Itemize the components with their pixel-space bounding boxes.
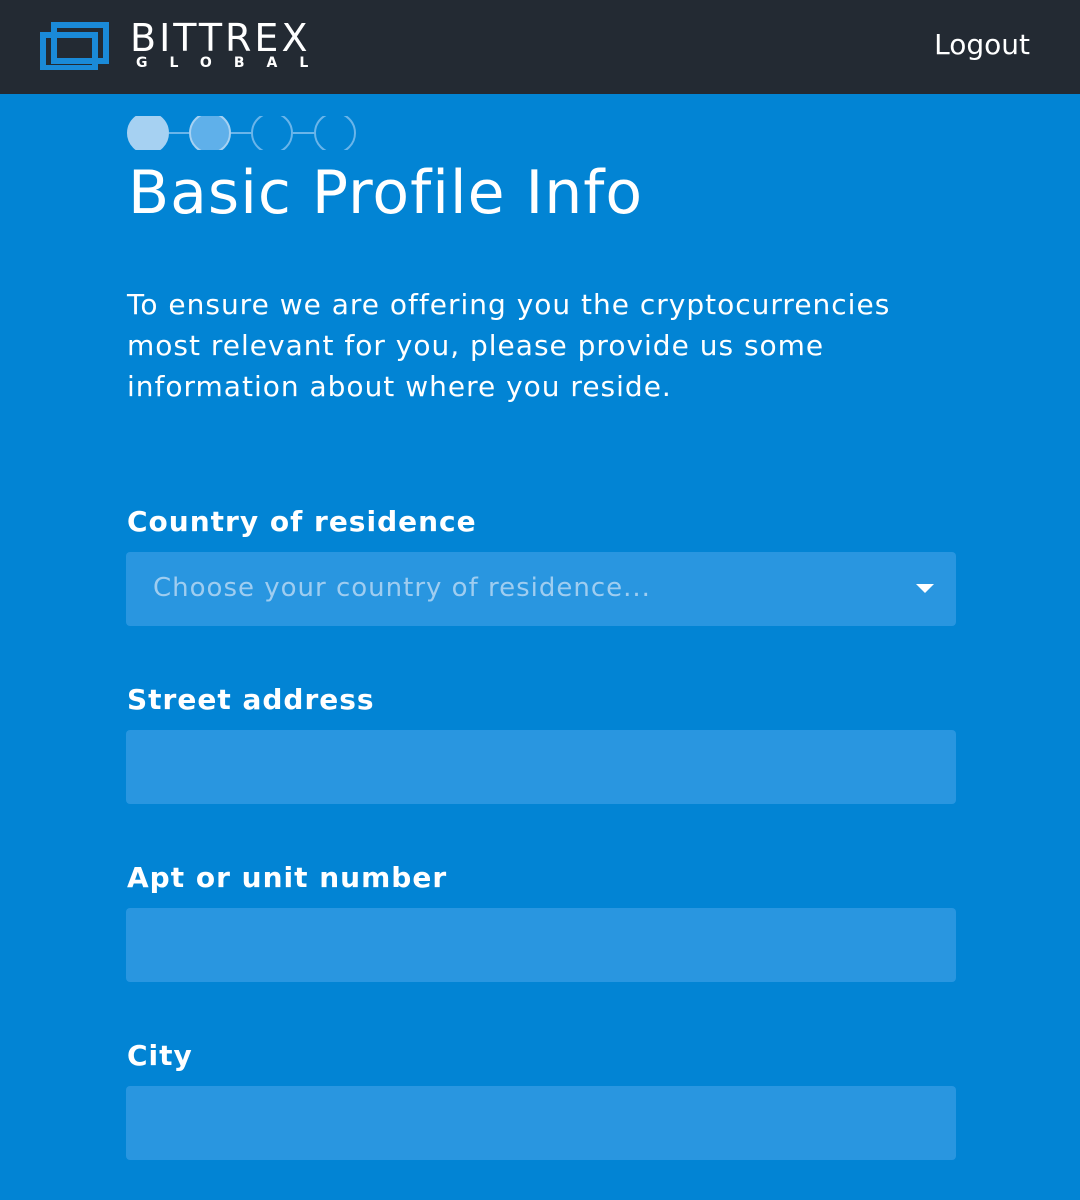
page-title: Basic Profile Info	[128, 158, 644, 228]
city-field-box	[126, 1086, 956, 1160]
country-select-placeholder: Choose your country of residence...	[153, 573, 651, 603]
bittrex-logo-icon	[40, 22, 110, 70]
step-1-dot	[128, 116, 168, 150]
brand-name: BITTREX	[130, 16, 311, 60]
app-header	[0, 0, 1080, 94]
apt-unit-label: Apt or unit number	[127, 861, 448, 894]
country-select[interactable]	[126, 552, 956, 626]
country-label: Country of residence	[127, 505, 477, 538]
step-2-dot	[190, 116, 230, 150]
apt-unit-input[interactable]	[126, 908, 956, 982]
city-input[interactable]	[126, 1086, 956, 1160]
bittrex-global-logo[interactable]	[40, 16, 350, 72]
street-address-input[interactable]	[126, 730, 956, 804]
street-address-field-box	[126, 730, 956, 804]
step-3-dot	[252, 116, 292, 150]
city-label: City	[127, 1039, 193, 1072]
apt-unit-field-box	[126, 908, 956, 982]
logout-link[interactable]: Logout	[934, 28, 1030, 61]
chevron-down-icon	[916, 584, 934, 593]
progress-stepper	[125, 116, 365, 150]
street-address-label: Street address	[127, 683, 375, 716]
brand-subtitle: GLOBAL	[136, 55, 331, 71]
intro-text: To ensure we are offering you the cryptocurrencies most relevant for you, please provide us some information about where you reside.	[127, 288, 891, 403]
step-4-dot	[315, 116, 355, 150]
